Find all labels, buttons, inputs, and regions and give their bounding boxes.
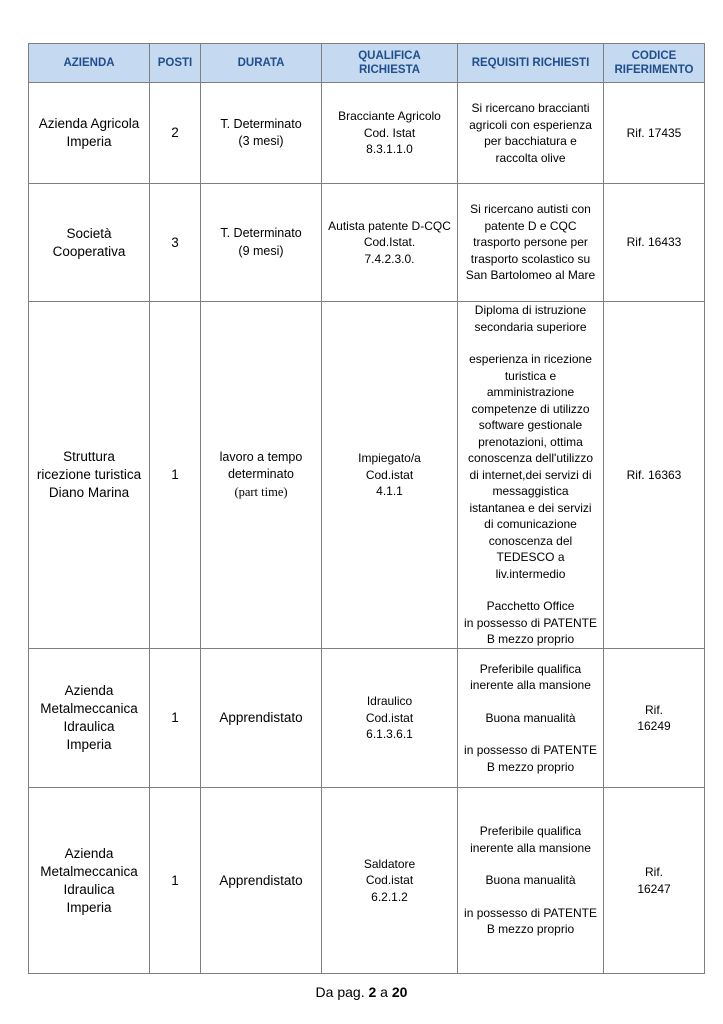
cell-durata: Apprendistato bbox=[201, 649, 322, 788]
cell-posti: 1 bbox=[150, 649, 201, 788]
durata-text: T. Determinato (9 mesi) bbox=[220, 226, 302, 258]
codice-text: Rif. 16363 bbox=[626, 467, 682, 482]
azienda-text: Azienda Agricola Imperia bbox=[38, 116, 140, 149]
cell-qualifica bbox=[322, 788, 458, 974]
header-requisiti: REQUISITI RICHIESTI bbox=[458, 44, 604, 83]
cell-posti: 1 bbox=[150, 788, 201, 974]
footer-page-number: 2 bbox=[368, 984, 377, 1000]
durata-text: T. Determinato (3 mesi) bbox=[220, 116, 302, 148]
qualifica-text: Autista patente D-CQC Cod.Istat. 7.4.2.3.0. bbox=[328, 218, 451, 266]
cell-requisiti bbox=[458, 83, 604, 184]
cell-azienda bbox=[29, 788, 150, 974]
cell-durata bbox=[201, 83, 322, 184]
header-qualifica: QUALIFICA RICHIESTA bbox=[322, 44, 458, 83]
cell-azienda bbox=[29, 649, 150, 788]
cell-codice bbox=[604, 788, 705, 974]
cell-codice bbox=[604, 302, 705, 649]
table-row bbox=[29, 83, 705, 184]
spacer bbox=[464, 726, 597, 742]
codice-text: Rif. 16249 bbox=[637, 702, 671, 733]
requisiti-text: in possesso di PATENTE B mezzo proprio bbox=[464, 743, 597, 774]
qualifica-text: Saldatore Cod.istat 6.2.1.2 bbox=[363, 856, 416, 904]
header-posti: POSTI bbox=[150, 44, 201, 83]
cell-qualifica bbox=[322, 302, 458, 649]
durata-text: lavoro a tempo determinato bbox=[219, 449, 303, 482]
cell-azienda bbox=[29, 184, 150, 302]
header-durata: DURATA bbox=[201, 44, 322, 83]
cell-durata: Apprendistato bbox=[201, 788, 322, 974]
cell-requisiti bbox=[458, 302, 604, 649]
cell-posti: 2 bbox=[150, 83, 201, 184]
azienda-text: Azienda Metalmeccanica Idraulica Imperia bbox=[40, 845, 138, 915]
requisiti-text: Preferibile qualifica inerente alla mansione bbox=[470, 824, 591, 855]
requisiti-text: Si ricercano braccianti agricoli con esperienza per bacchiatura e raccolta olive bbox=[469, 101, 592, 165]
header-codice-text: CODICE RIFERIMENTO bbox=[614, 50, 694, 76]
cell-codice bbox=[604, 649, 705, 788]
table-row bbox=[29, 649, 705, 788]
footer-total-pages: 20 bbox=[391, 984, 408, 1000]
cell-codice bbox=[604, 184, 705, 302]
page-footer bbox=[0, 984, 723, 1000]
table-header-row bbox=[29, 44, 705, 83]
cell-codice bbox=[604, 83, 705, 184]
cell-durata bbox=[201, 302, 322, 649]
cell-qualifica bbox=[322, 649, 458, 788]
cell-qualifica bbox=[322, 83, 458, 184]
footer-prefix: Da pag. bbox=[315, 984, 369, 1000]
codice-text: Rif. 16247 bbox=[637, 865, 671, 896]
cell-azienda bbox=[29, 302, 150, 649]
table-row bbox=[29, 788, 705, 974]
cell-posti: 3 bbox=[150, 184, 201, 302]
qualifica-text: Impiegato/a Cod.istat 4.1.1 bbox=[358, 451, 421, 499]
durata-extra-text: (part time) bbox=[234, 484, 288, 499]
spacer bbox=[464, 335, 597, 351]
spacer bbox=[464, 694, 597, 710]
azienda-text: Struttura ricezione turistica Diano Marina bbox=[36, 449, 142, 500]
qualifica-text: Idraulico Cod.istat 6.1.3.6.1 bbox=[365, 694, 414, 742]
requisiti-text: Buona manualità bbox=[485, 873, 576, 888]
table-row bbox=[29, 184, 705, 302]
job-offers-table bbox=[28, 43, 705, 974]
spacer bbox=[464, 856, 597, 872]
codice-text: Rif. 16433 bbox=[626, 235, 682, 250]
cell-azienda bbox=[29, 83, 150, 184]
requisiti-text: Pacchetto Office in possesso di PATENTE B mezzo proprio bbox=[464, 599, 597, 647]
requisiti-text: in possesso di PATENTE B mezzo proprio bbox=[464, 905, 597, 937]
requisiti-text: esperienza in ricezione turistica e amministrazione competenze di utilizzo software gestionale prenotazioni, ottima conoscenza dell'utilizzo di internet,dei servizi di messaggistica istantanea e dei servizi di comunicazione conoscenza del TEDESCO a liv.intermedio bbox=[467, 352, 594, 581]
table-row bbox=[29, 302, 705, 649]
header-azienda: AZIENDA bbox=[29, 44, 150, 83]
azienda-text: Azienda Metalmeccanica Idraulica Imperia bbox=[40, 683, 138, 752]
cell-qualifica bbox=[322, 184, 458, 302]
qualifica-text: Bracciante Agricolo Cod. Istat 8.3.1.1.0 bbox=[338, 109, 441, 157]
cell-requisiti bbox=[458, 184, 604, 302]
requisiti-text: Buona manualità bbox=[485, 710, 576, 725]
requisiti-text: Si ricercano autisti con patente D e CQC trasporto persone per trasporto scolastico su San Bartolomeo al Mare bbox=[465, 202, 596, 283]
header-codice bbox=[604, 44, 705, 83]
cell-requisiti bbox=[458, 788, 604, 974]
spacer bbox=[464, 889, 597, 905]
cell-posti: 1 bbox=[150, 302, 201, 649]
requisiti-text: Preferibile qualifica inerente alla mansione bbox=[470, 661, 591, 693]
cell-durata bbox=[201, 184, 322, 302]
cell-requisiti bbox=[458, 649, 604, 788]
codice-text: Rif. 17435 bbox=[626, 125, 682, 140]
spacer bbox=[464, 582, 597, 598]
requisiti-text: Diploma di istruzione secondaria superiore bbox=[474, 303, 587, 334]
azienda-text: Società Cooperativa bbox=[52, 225, 126, 259]
footer-middle: a bbox=[376, 984, 392, 1000]
